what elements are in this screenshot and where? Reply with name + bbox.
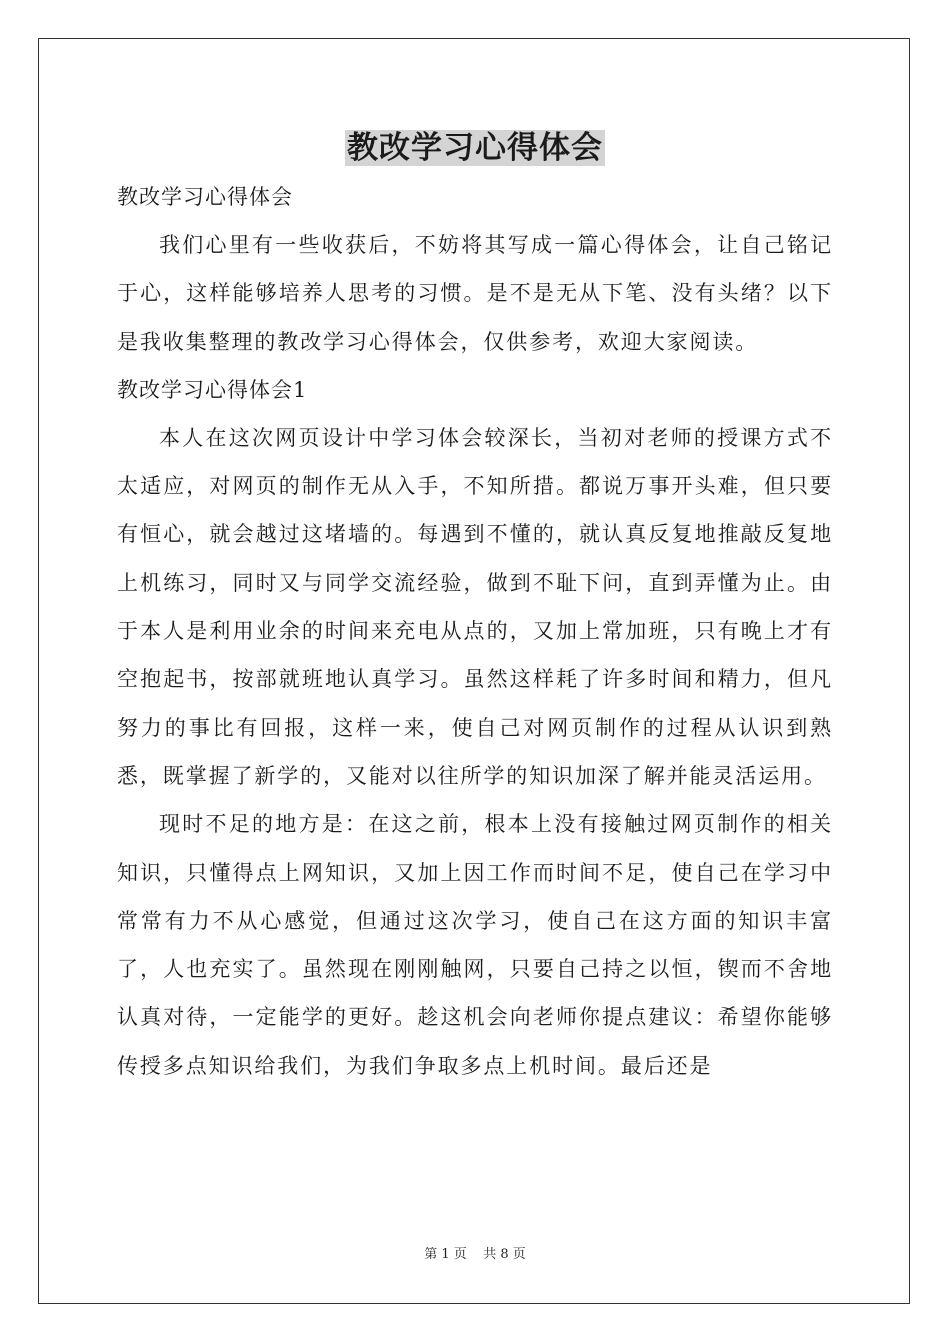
- page-number: 第 1 页 共 8 页: [424, 1247, 526, 1262]
- document-subtitle: 教改学习心得体会: [117, 185, 293, 209]
- document-body: [117, 173, 833, 1090]
- document-title-text: 教改学习心得体会: [347, 130, 603, 166]
- section-heading: 教改学习心得体会1: [117, 377, 308, 402]
- body-paragraph: 本人在这次网页设计中学习体会较深长，当初对老师的授课方式不太适应，对网页的制作无从入手，不知所措。都说万事开头难，但只要有恒心，就会越过这堵墙的。每遇到不懂的，就认真反复地推敲反复地上机练习，同时又与同学交流经验，做到不耻下问，直到弄懂为止。由于本人是利用业余的时间来充电从点的，又加上常加班，只有晚上才有空抱起书，按部就班地认真学习。虽然这样耗了许多时间和精力，但凡努力的事比有回报，这样一来，使自己对网页制作的过程从认识到熟悉，既掌握了新学的，又能对以往所学的知识加深了解并能灵活运用。: [117, 425, 833, 788]
- intro-paragraph: 我们心里有一些收获后，不妨将其写成一篇心得体会，让自己铭记于心，这样能够培养人思考的习惯。是不是无从下笔、没有头绪？以下是我收集整理的教改学习心得体会，仅供参考，欢迎大家阅读。: [117, 233, 833, 354]
- document-title: [0, 124, 950, 172]
- page-footer: [0, 1245, 950, 1265]
- body-paragraph: 现时不足的地方是：在这之前，根本上没有接触过网页制作的相关知识，只懂得点上网知识，又加上因工作而时间不足，使自己在学习中常常有力不从心感觉，但通过这次学习，使自己在这方面的知识丰富了，人也充实了。虽然现在刚刚触网，只要自己持之以恒，锲而不舍地认真对待，一定能学的更好。趁这机会向老师你提点建议：希望你能够传授多点知识给我们，为我们争取多点上机时间。最后还是: [117, 812, 833, 1078]
